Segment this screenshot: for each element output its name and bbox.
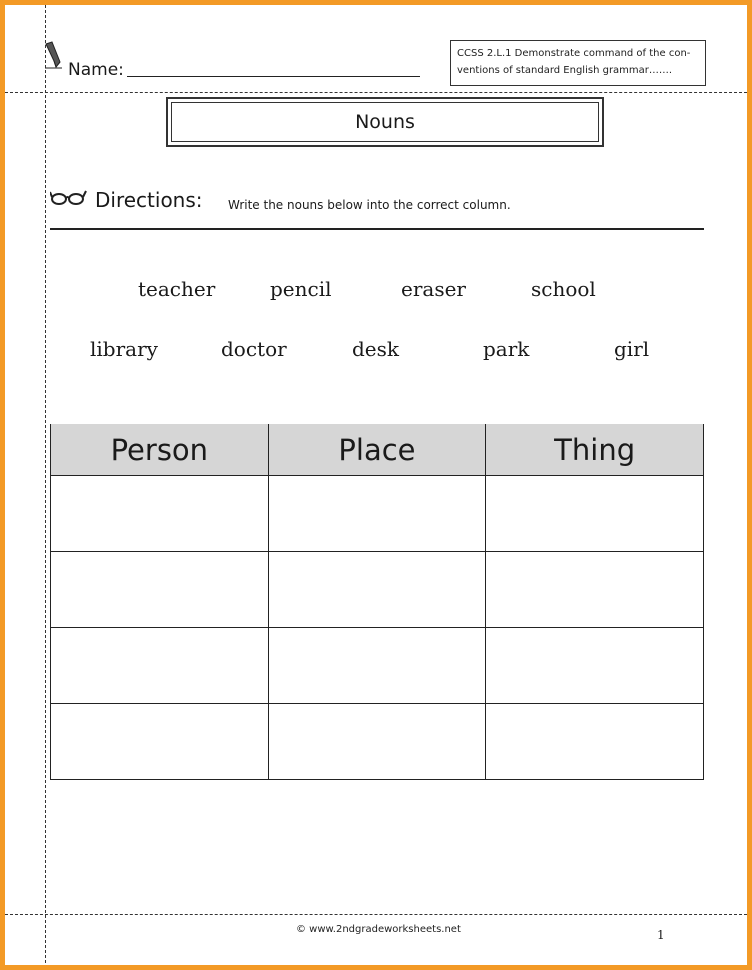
cell-thing[interactable]: [486, 704, 704, 780]
name-write-line[interactable]: [127, 76, 420, 77]
word-park: park: [483, 337, 530, 361]
page-title: Nouns: [171, 102, 599, 142]
sorting-table: [50, 424, 704, 780]
word-eraser: eraser: [401, 277, 466, 301]
standard-line-1: CCSS 2.L.1 Demonstrate command of the con-: [457, 48, 691, 59]
cell-thing[interactable]: [486, 552, 704, 628]
header-thing: Thing: [486, 424, 704, 476]
word-desk: desk: [352, 337, 400, 361]
table-row: [51, 704, 704, 780]
table-row: [51, 628, 704, 704]
header-person: Person: [51, 424, 269, 476]
cell-place[interactable]: [268, 704, 486, 780]
cell-person[interactable]: [51, 704, 269, 780]
word-pencil: pencil: [270, 277, 332, 301]
copyright-text: © www.2ndgradeworksheets.net: [296, 924, 461, 935]
directions-divider: [50, 228, 704, 230]
word-teacher: teacher: [138, 277, 216, 301]
top-dashed-line: [5, 92, 747, 93]
cell-place[interactable]: [268, 552, 486, 628]
cell-place[interactable]: [268, 476, 486, 552]
pencil-icon: [42, 40, 64, 70]
page-number: 1: [657, 928, 665, 942]
cell-person[interactable]: [51, 552, 269, 628]
bottom-dashed-line: [5, 914, 747, 915]
table-row: [51, 476, 704, 552]
table-row: [51, 552, 704, 628]
header-place: Place: [268, 424, 486, 476]
directions-text: Write the nouns below into the correct column.: [228, 198, 511, 212]
glasses-icon: [50, 188, 88, 206]
directions-label: Directions:: [95, 188, 203, 212]
margin-dashed-line: [45, 5, 46, 963]
cell-person[interactable]: [51, 476, 269, 552]
standard-line-2: ventions of standard English grammar…….: [457, 65, 673, 76]
cell-person[interactable]: [51, 628, 269, 704]
cell-thing[interactable]: [486, 628, 704, 704]
name-label: Name:: [68, 60, 124, 80]
word-doctor: doctor: [221, 337, 287, 361]
word-library: library: [90, 337, 158, 361]
standard-box: [450, 40, 706, 86]
word-school: school: [531, 277, 596, 301]
cell-thing[interactable]: [486, 476, 704, 552]
cell-place[interactable]: [268, 628, 486, 704]
title-box: [166, 97, 604, 147]
table-header-row: [51, 424, 704, 476]
word-girl: girl: [614, 337, 650, 361]
